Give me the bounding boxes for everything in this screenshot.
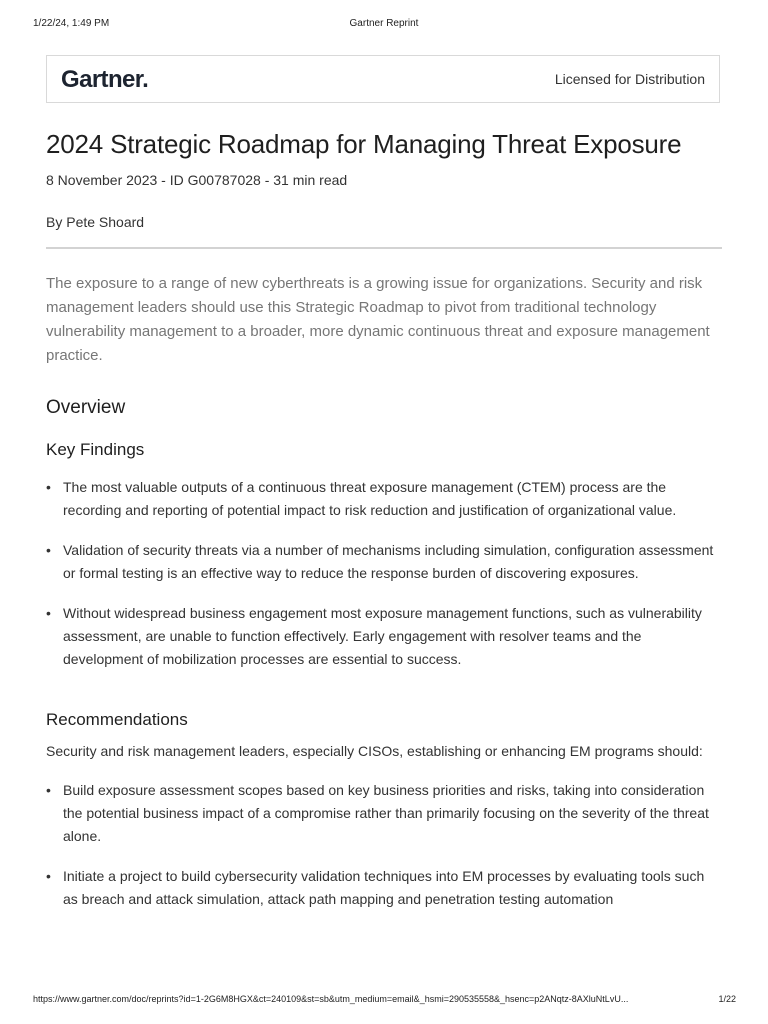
article (46, 122, 722, 928)
key-findings-heading: Key Findings (46, 440, 145, 459)
list-item (46, 602, 722, 671)
page-number: 1/22 (718, 994, 736, 1004)
distribution-banner (46, 55, 720, 103)
list-item-text: Validation of security threats via a number of mechanisms including simulation, configuration assessment or formal testing is an effective way to reduce the response burden of discovering exposures. (63, 542, 714, 581)
overview-heading: Overview (46, 397, 126, 418)
bullet-icon: • (46, 605, 51, 621)
recommendations-intro: Security and risk management leaders, especially CISOs, establishing or enhancing EM programs should: (46, 743, 703, 759)
summary-paragraph: The exposure to a range of new cyberthreats is a growing issue for organizations. Security and risk management leaders should use this Strategic Roadmap to pivot from traditional technology vulnerability management to a broader, more dynamic continuous threat and exposure management practice. (46, 275, 710, 364)
list-item-text: Build exposure assessment scopes based on key business priorities and risks, taking into consideration the potential business impact of a compromise rather than primarily focusing on the severity of the threat alone. (63, 782, 709, 844)
print-header (33, 18, 735, 32)
list-item-text: Initiate a project to build cybersecurity validation techniques into EM processes by evaluating tools such as breach and attack simulation, attack path mapping and penetration testing automation (63, 868, 705, 907)
page-title: 2024 Strategic Roadmap for Managing Threat Exposure (46, 129, 682, 159)
divider (46, 247, 722, 249)
recommendations-heading: Recommendations (46, 710, 188, 729)
bullet-icon: • (46, 479, 51, 495)
recommendations-list (46, 779, 722, 911)
logo-dot: . (142, 66, 149, 93)
key-findings-list (46, 476, 722, 671)
bullet-icon: • (46, 782, 51, 798)
print-date: 1/22/24, 1:49 PM (33, 18, 110, 29)
list-item (46, 476, 722, 522)
license-label: Licensed for Distribution (554, 71, 705, 87)
bullet-icon: • (46, 542, 51, 558)
print-title: Gartner Reprint (349, 18, 419, 29)
list-item-text: The most valuable outputs of a continuous threat exposure management (CTEM) process are the recording and reporting of potential impact to risk reduction and justification of organizational value. (63, 479, 677, 518)
logo-text: Gartner (61, 66, 143, 93)
print-footer (33, 994, 736, 1008)
print-url: https://www.gartner.com/doc/reprints?id=1-2G6M8HGX&ct=240109&st=sb&utm_medium=email&_hsmi=290535558&_hsenc=p2ANqtz-8AXluNtLvU... (33, 994, 629, 1004)
gartner-logo[interactable] (61, 66, 148, 94)
bullet-icon: • (46, 868, 51, 884)
document-meta: 8 November 2023 - ID G00787028 - 31 min read (46, 172, 348, 188)
list-item (46, 779, 722, 848)
author-byline[interactable]: By Pete Shoard (46, 214, 145, 230)
list-item-text: Without widespread business engagement most exposure management functions, such as vulnerability assessment, are unable to function effectively. Early engagement with resolver teams and the development of mobilization processes are essential to success. (63, 605, 702, 667)
list-item (46, 865, 722, 911)
list-item (46, 539, 722, 585)
